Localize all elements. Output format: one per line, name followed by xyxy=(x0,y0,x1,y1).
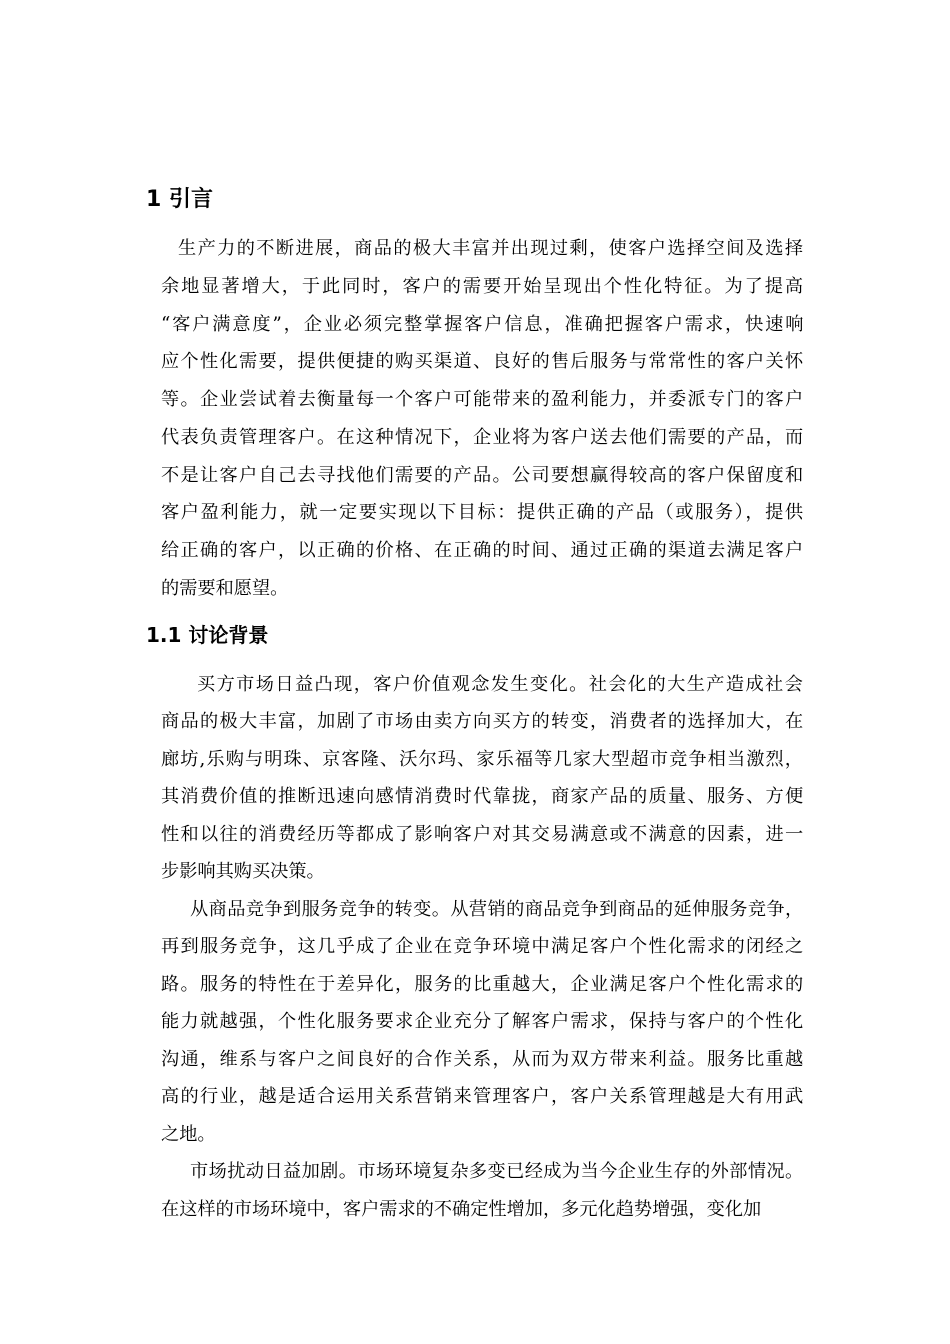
paragraph-line: 客户盈利能力，就一定要实现以下目标：提供正确的产品（或服务），提供 xyxy=(161,502,805,523)
paragraph-line: 再到服务竞争，这几乎成了企业在竞争环境中满足客户个性化需求的闭经之 xyxy=(161,936,805,957)
paragraph-line: 在这样的市场环境中，客户需求的不确定性增加，多元化趋势增强，变化加 xyxy=(161,1199,762,1220)
subsection-heading: 1.1 讨论背景 xyxy=(146,623,269,647)
paragraph-line: 廊坊,乐购与明珠、京客隆、沃尔玛、家乐福等几家大型超市竞争相当激烈， xyxy=(161,749,805,770)
paragraph-line: 等。企业尝试着去衡量每一个客户可能带来的盈利能力，并委派专门的客户 xyxy=(161,389,805,410)
paragraph-line: 其消费价值的推断迅速向感情消费时代靠拢，商家产品的质量、服务、方便 xyxy=(161,786,805,807)
paragraph-line: 性和以往的消费经历等都成了影响客户对其交易满意或不满意的因素，进一 xyxy=(161,824,805,845)
paragraph-line: 商品的极大丰富，加剧了市场由卖方向买方的转变，消费者的选择加大，在 xyxy=(161,711,805,732)
paragraph-line: 市场扰动日益加剧。市场环境复杂多变已经成为当今企业生存的外部情况。 xyxy=(190,1161,804,1182)
paragraph-line: “客户满意度”，企业必须完整掌握客户信息，准确把握客户需求，快速响 xyxy=(161,314,806,335)
paragraph-line: 之地。 xyxy=(161,1124,216,1145)
paragraph-line: 的需要和愿望。 xyxy=(161,578,289,599)
paragraph-line: 代表负责管理客户。在这种情况下，企业将为客户送去他们需要的产品，而 xyxy=(161,427,805,448)
paragraph-line: 余地显著增大，于此同时，客户的需要开始呈现出个性化特征。为了提高 xyxy=(161,276,805,297)
paragraph-line: 高的行业，越是适合运用关系营销来管理客户，客户关系管理越是大有用武 xyxy=(161,1086,805,1107)
section-heading: 1 引言 xyxy=(146,187,213,212)
paragraph-line: 路。服务的特性在于差异化，服务的比重越大，企业满足客户个性化需求的 xyxy=(161,974,805,995)
paragraph-line: 从商品竞争到服务竞争的转变。从营销的商品竞争到商品的延伸服务竞争， xyxy=(190,899,804,920)
paragraph-line: 不是让客户自己去寻找他们需要的产品。公司要想赢得较高的客户保留度和 xyxy=(161,465,805,486)
paragraph-line: 沟通，维系与客户之间良好的合作关系，从而为双方带来利益。服务比重越 xyxy=(161,1049,805,1070)
paragraph-line: 生产力的不断进展，商品的极大丰富并出现过剩，使客户选择空间及选择 xyxy=(178,238,805,259)
paragraph-line: 买方市场日益凸现，客户价值观念发生变化。社会化的大生产造成社会 xyxy=(197,674,805,695)
paragraph-line: 应个性化需要，提供便捷的购买渠道、良好的售后服务与常常性的客户关怀 xyxy=(161,351,805,372)
paragraph-line: 给正确的客户，以正确的价格、在正确的时间、通过正确的渠道去满足客户 xyxy=(161,540,805,561)
paragraph-line: 能力就越强，个性化服务要求企业充分了解客户需求，保持与客户的个性化 xyxy=(161,1011,805,1032)
paragraph-line: 步影响其购买决策。 xyxy=(161,861,325,882)
